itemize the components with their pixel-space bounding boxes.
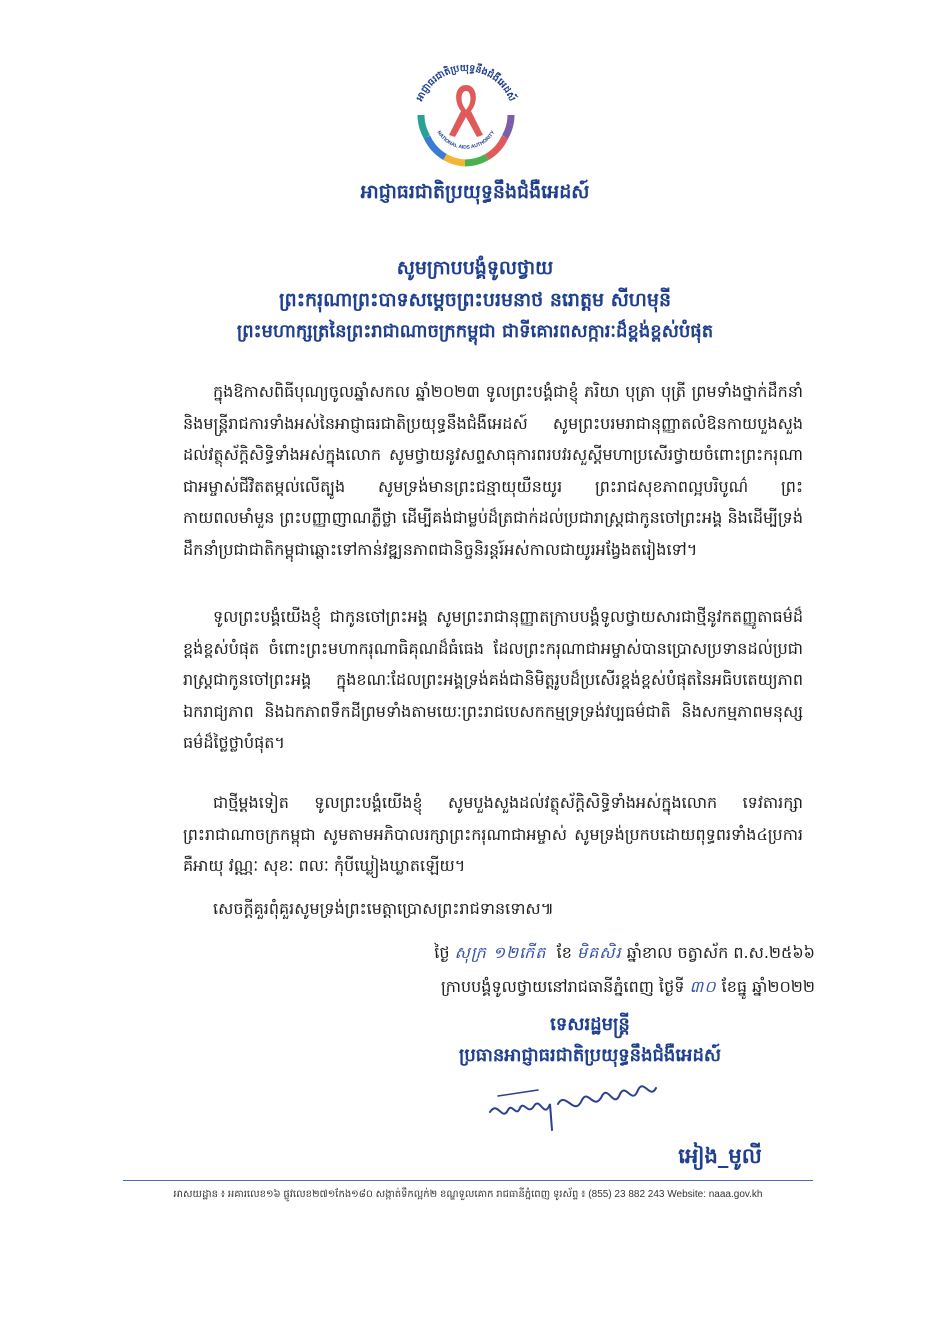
body-paragraph-1: ក្នុងឱកាសពិធីបុណ្យចូលឆ្នាំសកល ឆ្នាំ២០២៣ ទូលព្រះបង្គំជាខ្ញុំ ភរិយា បុត្រា បុត្រី ព្រមទាំងថ្នាក់ដឹកនាំ និងមន្ត្រីរាជការទាំងអស់នៃអាជ្ញាធរជាតិប្រយុទ្ធនឹងជំងឺអេដស៍ សូមព្រះបរមរាជានុញ្ញាតលំឱនកាយបួងសួងដល់វត្ថុស័ក្តិសិទ្ធិទាំងអស់ក្នុងលោក សូមថ្វាយនូវសព្ទសាធុការពរបវរសួស្តីមហាប្រសើរថ្វាយចំពោះព្រះករុណាជាអម្ចាស់ជីវិតតម្កល់លើត្បូង សូមទ្រង់មានព្រះជន្មាយុយឺនយូរ ព្រះរាជសុខភាពល្អបរិបូណ៌ ព្រះកាយពលមាំមួន ព្រះបញ្ញាញាណភ្លឺថ្លា ដើម្បីគង់ជាម្លប់ដ៏ត្រជាក់ដល់ប្រជារាស្ត្រជាកូនចៅព្រះអង្គ និងដើម្បីទ្រង់ដឹកនាំប្រជាជាតិកម្ពុជាឆ្ពោះទៅកាន់វឌ្ឍនភាពជានិច្ចនិរន្តរ៍អស់កាលជាយូរអង្វែងតរៀងទៅ។: [183, 382, 803, 559]
day-handwritten: ៣០: [689, 977, 717, 996]
organization-title: អាជ្ញាធរជាតិប្រយុទ្ធនឹងជំងឺអេដស៍: [360, 181, 590, 203]
aids-ribbon-logo-icon: [405, 57, 527, 179]
body-paragraph-2: ទូលព្រះបង្គំយើងខ្ញុំ ជាកូនចៅព្រះអង្គ សូមព្រះរាជានុញ្ញាតក្រាបបង្គំទូលថ្វាយសារជាថ្មីនូវកតញ្ញូតាធម៌ដ៏ខ្ពង់ខ្ពស់បំផុត ចំពោះព្រះមហាករុណាធិគុណដ៏ធំធេង ដែលព្រះករុណាជាអម្ចាស់បានប្រោសប្រទានដល់ប្រជារាស្ត្រជាកូនចៅព្រះអង្គ ក្នុងខណៈដែលព្រះអង្គទ្រង់គង់ជានិមិត្តរូបដ៏ប្រសើរខ្ពង់ខ្ពស់បំផុតនៃអធិបតេយ្យភាព ឯករាជ្យភាព និងឯកភាពទឹកដីព្រមទាំងតាមយេៈព្រះរាជបេសកកម្មទ្រទ្រង់វប្បធម៌ជាតិ និងសកម្មភាពមនុស្សធម៌ដ៏ថ្លៃថ្លាបំផុត។: [183, 607, 803, 752]
signer-name: អៀង_មូលី: [678, 1144, 762, 1168]
place-prefix: ក្រាបបង្គំទូលថ្វាយនៅរាជធានីភ្នំពេញ ថ្ងៃទី: [440, 977, 685, 996]
salutation-line-1: សូមក្រាបបង្គំទូលថ្វាយ: [396, 257, 554, 279]
footer-divider: [123, 1180, 813, 1181]
handwritten-signature: [478, 1060, 678, 1140]
lunar-day-prefix: ថ្ងៃ: [434, 943, 450, 962]
month-handwritten: មិគសិរ: [576, 943, 622, 962]
svg-text:អាជ្ញាធរជាតិប្រយុទ្ធនឹងជំងឺអេដ: អាជ្ញាធរជាតិប្រយុទ្ធនឹងជំងឺអេដស៍: [414, 62, 518, 104]
closing-paragraph: សេចក្តីគួរពុំគួរសូមទ្រង់ព្រះមេត្តាប្រោសព្រះរាជទានទោស៕: [213, 899, 554, 918]
svg-text:NATIONAL AIDS AUTHORITY: NATIONAL AIDS AUTHORITY: [435, 129, 497, 151]
place-suffix: ខែធ្នូ ឆ្នាំ២០២២: [721, 977, 815, 996]
lunar-date-line: [434, 942, 815, 966]
place-date-line: [441, 976, 815, 1000]
signatory-title-1: ទេសរដ្ឋមន្ត្រី: [550, 1014, 630, 1035]
salutation-line-2: ព្រះករុណាព្រះបាទសម្តេចព្រះបរមនាថ នរោត្តម សីហមុនី: [278, 289, 672, 311]
year-text: ឆ្នាំខាល ចត្វាស័ក ព.ស.២៥៦៦: [626, 943, 815, 962]
lunar-day-handwritten: សុក្រ ១២កើត: [454, 943, 547, 962]
signatory-title-2: ប្រធានអាជ្ញាធរជាតិប្រយុទ្ធនឹងជំងឺអេដស៍: [458, 1045, 722, 1066]
salutation-line-3: ព្រះមហាក្សត្រនៃព្រះរាជាណាចក្រកម្ពុជា ជាទីគោរពសក្ការៈដ៏ខ្ពង់ខ្ពស់បំផុត: [236, 321, 714, 342]
footer-address: អាសយដ្ឋាន ៖ អគារលេខ១៦ ផ្លូវលេខ២៧១កែង១៨០ សង្កាត់ទឹកល្អក់២ ខណ្ឌទួលគោក រាជធានីភ្នំពេញ ទូរស័ព្ទ ៖ (855) 23 882 243 Website: naaa.gov.kh: [173, 1189, 763, 1200]
national-aids-authority-logo: [405, 57, 527, 179]
month-prefix: ខែ: [556, 943, 572, 962]
body-paragraph-3: ជាថ្មីម្តងទៀត ទូលព្រះបង្គំយើងខ្ញុំ សូមបួងសួងដល់វត្ថុស័ក្តិសិទ្ធិទាំងអស់ក្នុងលោក ទេវតារក្សាព្រះរាជាណាចក្រកម្ពុជា សូមតាមអភិបាលរក្សាព្រះករុណាជាអម្ចាស់ សូមទ្រង់ប្រកបដោយពុទ្ធពរទាំង៤ប្រការ គឺអាយុ វណ្ណៈ សុខៈ ពលៈ កុំបីឃ្លៀងឃ្លាតឡើយ។: [183, 793, 803, 875]
signature-icon: [478, 1060, 678, 1140]
